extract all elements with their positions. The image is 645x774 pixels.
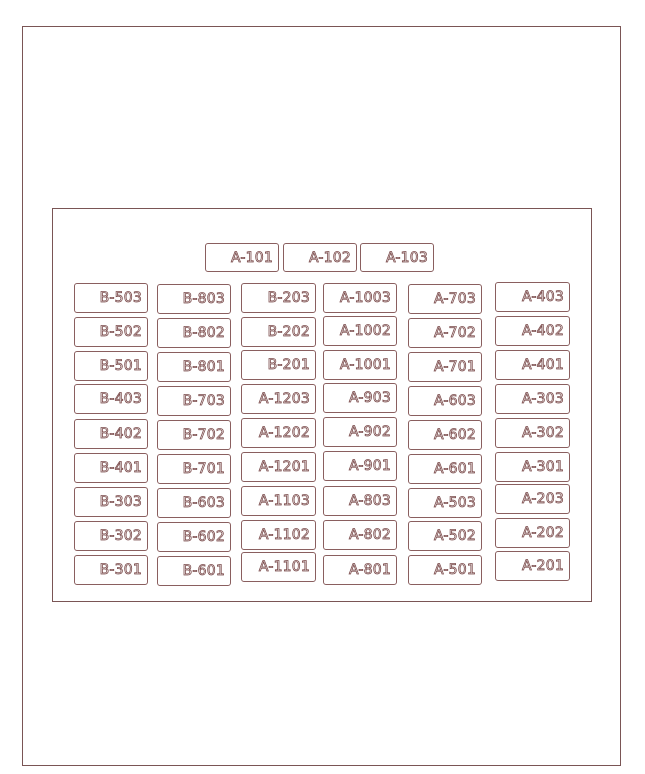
unit-tag: B-501	[74, 351, 148, 381]
unit-tag: A-1101	[241, 552, 316, 582]
unit-tag: B-601	[157, 556, 231, 586]
unit-tag: A-801	[323, 555, 397, 585]
unit-tag: A-702	[408, 318, 482, 348]
unit-tag: A-603	[408, 386, 482, 416]
unit-tag: B-402	[74, 419, 148, 449]
unit-tag: A-903	[323, 383, 397, 413]
unit-tag: A-802	[323, 520, 397, 550]
unit-tag: A-703	[408, 284, 482, 314]
unit-tag: B-302	[74, 521, 148, 551]
unit-tag: B-803	[157, 284, 231, 314]
unit-tag: A-102	[283, 243, 357, 272]
unit-tag: A-1102	[241, 520, 316, 550]
unit-tag: A-401	[495, 350, 570, 380]
unit-tag: B-303	[74, 487, 148, 517]
unit-tag: B-801	[157, 352, 231, 382]
unit-tag: A-1203	[241, 384, 316, 414]
unit-tag: A-101	[205, 243, 279, 272]
unit-tag: B-602	[157, 522, 231, 552]
unit-tag: A-1001	[323, 350, 397, 380]
unit-tag: A-1103	[241, 486, 316, 516]
unit-tag: A-302	[495, 418, 570, 448]
unit-tag: A-1003	[323, 283, 397, 313]
unit-tag: A-301	[495, 452, 570, 482]
unit-tag: A-403	[495, 282, 570, 312]
unit-tag: A-601	[408, 454, 482, 484]
unit-tag: B-202	[241, 317, 316, 347]
unit-tag: B-301	[74, 555, 148, 585]
unit-tag: A-501	[408, 555, 482, 585]
unit-tag: B-401	[74, 453, 148, 483]
unit-tag: A-402	[495, 316, 570, 346]
unit-tag: B-502	[74, 317, 148, 347]
unit-tag: A-303	[495, 384, 570, 414]
unit-tag: A-103	[360, 243, 434, 272]
unit-tag: B-703	[157, 386, 231, 416]
unit-tag: A-202	[495, 518, 570, 548]
unit-tag: A-701	[408, 352, 482, 382]
unit-tag: B-201	[241, 350, 316, 380]
unit-tag: A-1202	[241, 418, 316, 448]
unit-tag: B-702	[157, 420, 231, 450]
unit-tag: A-502	[408, 521, 482, 551]
unit-tag: B-802	[157, 318, 231, 348]
unit-tag: A-901	[323, 451, 397, 481]
unit-tag: B-503	[74, 283, 148, 313]
unit-tag: B-603	[157, 488, 231, 518]
unit-tag: A-1201	[241, 452, 316, 482]
unit-tag: A-803	[323, 486, 397, 516]
unit-tag: A-902	[323, 417, 397, 447]
unit-tag: A-203	[495, 484, 570, 514]
unit-tag: A-503	[408, 488, 482, 518]
unit-tag: B-403	[74, 384, 148, 414]
unit-tag: B-203	[241, 283, 316, 313]
unit-tag: A-201	[495, 551, 570, 581]
unit-tag: A-602	[408, 420, 482, 450]
unit-tag: B-701	[157, 454, 231, 484]
unit-tag: A-1002	[323, 316, 397, 346]
